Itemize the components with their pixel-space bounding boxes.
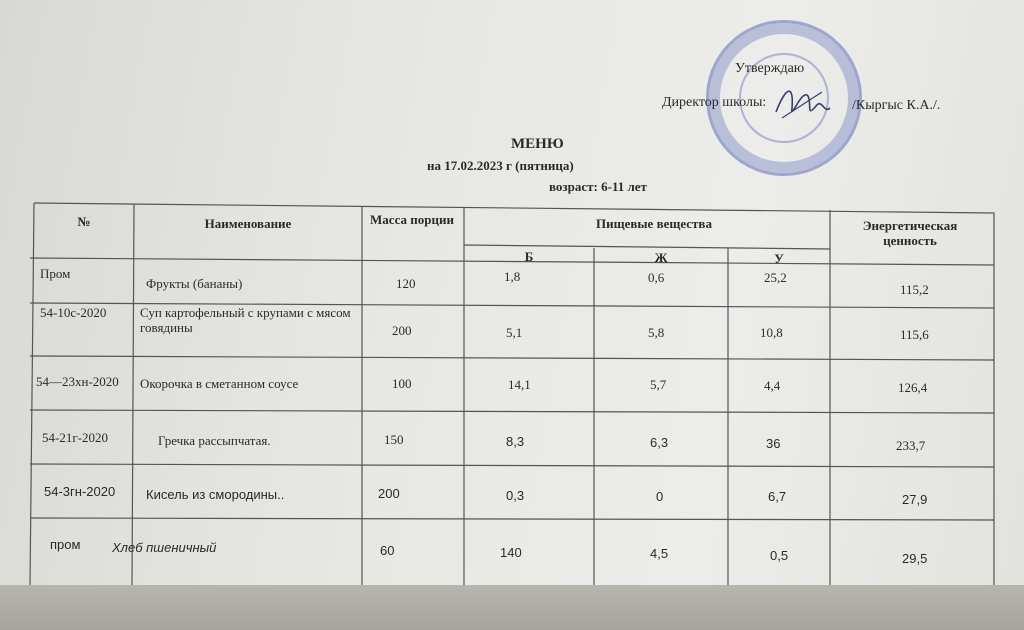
director-name: /Кыргыс К.А./.	[852, 98, 941, 113]
row-carbs: 0,5	[770, 548, 789, 563]
row-mass: 120	[396, 276, 416, 291]
row-mass: 100	[392, 376, 412, 391]
row-carbs: 25,2	[764, 270, 787, 285]
header-nutrients: Пищевые вещества	[596, 216, 712, 231]
row-protein: 1,8	[504, 269, 521, 284]
row-fat: 0	[656, 489, 664, 504]
row-name: Фрукты (бананы)	[146, 276, 243, 291]
row-energy: 29,5	[902, 551, 928, 566]
row-code: 54-10с-2020	[40, 305, 107, 320]
row-name: Гречка рассыпчатая.	[158, 433, 271, 448]
approve-label: Утверждаю	[735, 61, 805, 76]
row-protein: 5,1	[506, 325, 523, 340]
row-protein: 0,3	[506, 488, 525, 503]
header-mass: Масса порции	[370, 212, 454, 227]
row-code: Пром	[40, 266, 71, 281]
director-label: Директор школы:	[662, 95, 767, 110]
row-fat: 4,5	[650, 546, 669, 561]
header-fat: Ж	[654, 250, 668, 265]
row-carbs: 10,8	[760, 325, 783, 340]
row-code: пром	[50, 537, 81, 552]
row-energy: 126,4	[898, 380, 928, 395]
header-energy: Энергетическая ценность	[862, 218, 958, 248]
row-carbs: 4,4	[764, 378, 781, 393]
row-protein: 14,1	[508, 377, 531, 392]
row-name: Кисель из смородины..	[146, 487, 285, 502]
row-name: Хлеб пшеничный	[112, 540, 217, 555]
row-mass: 200	[392, 323, 412, 338]
row-energy: 115,6	[900, 327, 929, 342]
row-name: Окорочка в сметанном соусе	[140, 376, 299, 391]
row-energy: 233,7	[896, 438, 926, 453]
menu-date: на 17.02.2023 г (пятница)	[427, 158, 574, 173]
header-number: №	[77, 214, 91, 229]
row-protein: 140	[500, 545, 522, 560]
row-code: 54—23хн-2020	[36, 374, 119, 389]
row-fat: 5,7	[650, 377, 667, 392]
row-code: 54-21г-2020	[42, 430, 108, 445]
header-protein: Б	[524, 249, 534, 264]
menu-title: МЕНЮ	[511, 136, 564, 152]
row-mass: 150	[384, 432, 404, 447]
header-name: Наименование	[204, 216, 292, 231]
menu-age: возраст: 6-11 лет	[549, 179, 647, 194]
desk-surface	[0, 585, 1024, 630]
row-code: 54-3гн-2020	[44, 484, 116, 499]
row-fat: 0,6	[648, 270, 665, 285]
row-energy: 115,2	[900, 282, 929, 297]
row-carbs: 36	[766, 436, 781, 451]
row-name: Суп картофельный с крупами с мясом говядины	[140, 305, 351, 335]
row-mass: 200	[378, 486, 400, 501]
header-carbs: У	[774, 251, 784, 266]
row-protein: 8,3	[506, 434, 525, 449]
row-mass: 60	[380, 543, 395, 558]
row-energy: 27,9	[902, 492, 928, 507]
row-fat: 6,3	[650, 435, 669, 450]
row-fat: 5,8	[648, 325, 665, 340]
row-carbs: 6,7	[768, 489, 787, 504]
